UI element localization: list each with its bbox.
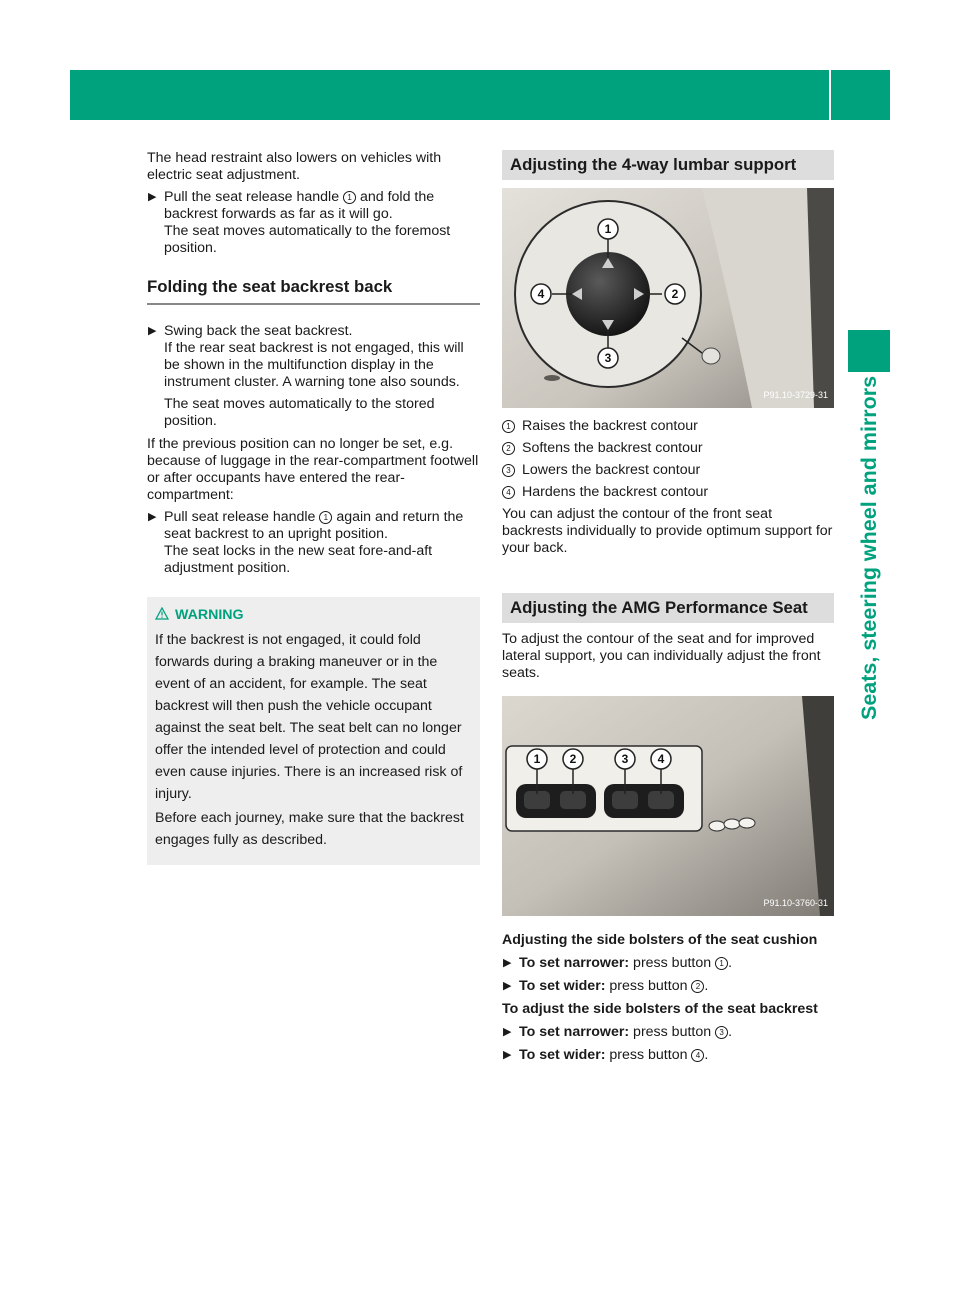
section-heading-fold-back: Folding the seat backrest back xyxy=(147,277,480,305)
warning-triangle-icon xyxy=(155,607,169,620)
instruction-step: ▶ To set wider: press button 4 . xyxy=(503,1047,709,1063)
instruction-step: ▶ To set narrower: press button 1 . xyxy=(503,955,733,971)
step-arrow-icon: ▶ xyxy=(148,191,157,203)
step-result: The seat locks in the new seat fore-and-aft adjustment position. xyxy=(164,543,433,576)
intro-paragraph: The head restraint also lowers on vehicles with electric seat adjustment. xyxy=(147,150,442,183)
warning-text: Before each journey, make sure that the backrest engages fully as described. xyxy=(155,810,464,848)
header-bar xyxy=(70,70,890,120)
photo-credit: P91.10-3729-31 xyxy=(763,390,828,400)
legend-item: 2 Softens the backrest contour xyxy=(502,440,834,457)
photo-callout-1: 1 xyxy=(533,752,541,766)
step-note: If the rear seat backrest is not engaged, this will be shown in the multifunction display in the instrument cluster. A warning tone also sounds. xyxy=(164,340,464,390)
photo-callout-4: 4 xyxy=(537,287,545,301)
lumbar-control-illustration xyxy=(502,188,834,408)
callout-number: 1 xyxy=(343,191,356,204)
legend-item: 1 Raises the backrest contour xyxy=(502,418,834,435)
amg-control-illustration xyxy=(502,696,834,916)
instruction-step: ▶ To set wider: press button 2 . xyxy=(503,978,709,994)
step-result: The seat moves automatically to the foremost position. xyxy=(164,223,451,256)
step-arrow-icon: ▶ xyxy=(503,1049,512,1061)
subheading-cushion: Adjusting the side bolsters of the seat cushion xyxy=(502,932,818,948)
amg-control-photo xyxy=(502,696,834,916)
step-arrow-icon: ▶ xyxy=(503,1026,512,1038)
photo-credit: P91.10-3760-31 xyxy=(763,898,828,908)
header-separator xyxy=(829,70,831,120)
instruction-step: ▶ Swing back the seat backrest. If the rear seat backrest is not engaged, this will be shown in the multifunction display in the instrument cluster. A warning tone also sounds. The seat moves automatically to the stored position. xyxy=(147,323,480,430)
right-column xyxy=(502,150,834,1070)
lumbar-control-photo xyxy=(502,188,834,408)
step-arrow-icon: ▶ xyxy=(148,325,157,337)
legend-item: 3 Lowers the backrest contour xyxy=(502,462,834,479)
callout-number: 1 xyxy=(319,511,332,524)
chapter-tab-marker xyxy=(848,330,890,372)
section-heading-lumbar: Adjusting the 4-way lumbar support xyxy=(502,150,834,180)
instruction-step: ▶ Pull the seat release handle 1 and fold the backrest forwards as far as it will go. The seat moves automatically to the foremost position. xyxy=(148,189,451,256)
warning-title: WARNING xyxy=(155,607,472,624)
paragraph: If the previous position can no longer be set, e.g. because of luggage in the rear-compartment footwell or after occupants have entered the rear-compartment: xyxy=(147,436,479,503)
photo-callout-2: 2 xyxy=(671,287,679,301)
instruction-step: ▶ Pull seat release handle 1 again and return the seat backrest to an upright position. The seat locks in the new seat fore-and-aft adjustment position. xyxy=(148,509,464,576)
photo-callout-3: 3 xyxy=(604,351,612,365)
step-result: The seat moves automatically to the stored position. xyxy=(164,396,435,429)
step-arrow-icon: ▶ xyxy=(503,957,512,969)
lumbar-legend xyxy=(502,418,834,501)
subheading-backrest: To adjust the side bolsters of the seat backrest xyxy=(502,1001,818,1017)
step-arrow-icon: ▶ xyxy=(503,980,512,992)
photo-callout-1: 1 xyxy=(604,222,612,236)
legend-item: 4 Hardens the backrest contour xyxy=(502,484,834,501)
page-title: Seats xyxy=(833,13,890,36)
step-arrow-icon: ▶ xyxy=(148,511,157,523)
warning-text: If the backrest is not engaged, it could fold forwards during a braking maneuver or in the event of an accident, for example. The seat backrest will then push the vehicle occupant against the seat belt. The seat belt can no longer offer the intended level of protection and could even cause injuries. There is an increased risk of injury. xyxy=(155,632,463,802)
photo-callout-4: 4 xyxy=(657,752,665,766)
paragraph: To adjust the contour of the seat and for improved lateral support, you can individually adjust the front seats. xyxy=(502,631,821,681)
warning-box xyxy=(147,597,480,865)
page-number: 99 xyxy=(774,13,798,36)
left-column xyxy=(147,150,480,865)
paragraph: You can adjust the contour of the front seat backrests individually to provide optimum support for your back. xyxy=(502,506,833,556)
chapter-label-text: Seats, steering wheel and mirrors xyxy=(857,375,881,720)
photo-callout-3: 3 xyxy=(621,752,629,766)
instruction-step: ▶ To set narrower: press button 3 . xyxy=(503,1024,733,1040)
section-heading-amg: Adjusting the AMG Performance Seat xyxy=(502,593,834,623)
chapter-label xyxy=(844,375,894,720)
photo-callout-2: 2 xyxy=(569,752,577,766)
